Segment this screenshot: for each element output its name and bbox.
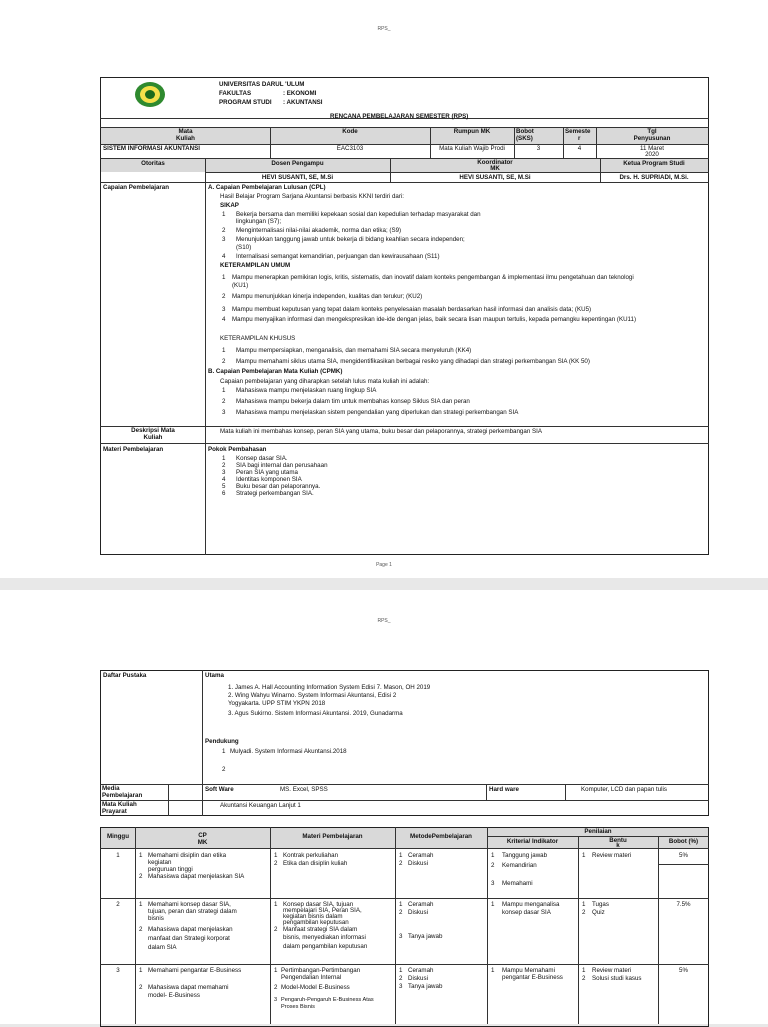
row3-metode: Ceramah bbox=[408, 967, 434, 974]
pokok-4-num: 4 bbox=[222, 476, 226, 483]
row3-kriteria-1-num: 1 bbox=[491, 967, 495, 974]
mk-date: 11 Maret bbox=[640, 145, 664, 152]
row1-metode: Ceramah bbox=[408, 852, 434, 859]
row1-kriteria-3-num: 3 bbox=[491, 880, 495, 887]
sikap-3: Menunjukkan tanggung jawab untuk bekerja di bidang keahlian secara independen; bbox=[236, 236, 465, 243]
ku-2: Mampu menunjukkan kinerja independen, kualitas dan terukur; (KU2) bbox=[232, 293, 423, 300]
mk-bobot: 3 bbox=[536, 145, 541, 152]
mk-semester: 4 bbox=[577, 145, 582, 152]
kk-heading: KETERAMPILAN KHUSUS bbox=[220, 335, 296, 342]
th-bobot: Bobot (%) bbox=[668, 838, 699, 845]
page-footer: Page 1 bbox=[376, 562, 392, 568]
sikap-4-num: 4 bbox=[222, 253, 226, 260]
pokok-4: Identitas komponen SIA bbox=[236, 476, 302, 483]
prodi-label: PROGRAM STUDI bbox=[219, 99, 272, 106]
row3-materi-3: Model-Model E-Business bbox=[281, 984, 350, 991]
row2-bentuk-2: Quiz bbox=[592, 909, 605, 916]
row2-materi-4: pengambilan keputusan bbox=[283, 919, 349, 926]
media-label: Media bbox=[102, 785, 120, 792]
row2-materi-3: kegiatan bisnis dalam bbox=[283, 913, 343, 920]
cpmk-intro: Capaian pembelajaran yang diharapkan setelah lulus mata kuliah ini adalah: bbox=[220, 378, 430, 385]
row1-cp-4-num: 2 bbox=[139, 873, 143, 880]
row1-metode-1-num: 1 bbox=[399, 852, 403, 859]
page-header: RPS_ bbox=[377, 618, 391, 624]
cpmk-2-num: 2 bbox=[222, 398, 226, 405]
row2-kriteria-2: konsep dasar SIA bbox=[502, 909, 551, 916]
ketua-label: Ketua Program Studi bbox=[623, 160, 685, 167]
pokok-3: Peran SIA yang utama bbox=[236, 469, 298, 476]
col-bobot-2: (SKS) bbox=[516, 135, 533, 142]
row3-materi-5: Proses Bisnis bbox=[281, 1004, 315, 1010]
row3-materi-3-num: 2 bbox=[274, 984, 278, 991]
page-2 bbox=[0, 590, 768, 1024]
row2-materi: Konsep dasar SIA, tujuan bbox=[283, 901, 354, 908]
row1-kriteria-2: Kemandirian bbox=[502, 862, 537, 869]
row2-cp-3: bisnis bbox=[148, 915, 164, 922]
col-tgl-2: Penyusunan bbox=[633, 135, 671, 142]
col-semester: Semeste bbox=[565, 128, 591, 135]
row1-materi-2: Etika dan disiplin kuliah bbox=[283, 860, 348, 867]
row2-cp-4-num: 2 bbox=[139, 926, 143, 933]
row1-metode-2: Diskusi bbox=[408, 860, 428, 867]
cpmk-3: Mahasiswa mampu menjelaskan sistem pengendalian yang diperlukan dan strategi perkembangan SIA bbox=[236, 409, 519, 416]
desk-value: Mata kuliah ini membahas konsep, peran SIA yang utama, buku besar dan pelaporannya, strategi perkembangan SIA bbox=[220, 428, 542, 435]
row1-cp-1-num: 1 bbox=[139, 852, 143, 859]
row2-kriteria-1-num: 1 bbox=[491, 901, 495, 908]
row2-materi-5-num: 2 bbox=[274, 926, 278, 933]
row2-materi-5: Manfaat strategi SIA dalam bbox=[283, 926, 358, 933]
pendukung-1: Mulyadi. System Informasi Akuntansi.2018 bbox=[230, 748, 347, 755]
ku-4: Mampu menyajikan informasi dan mengekspresikan ide-ide dengan jelas, baik secara lisan maupun tertulis, kepada pemangku kepentingan (KU11) bbox=[232, 316, 637, 323]
row2-cp-2: tujuan, peran dan strategi dalam bbox=[148, 908, 237, 915]
row1-kriteria-1-num: 1 bbox=[491, 852, 495, 859]
row1-bentuk: Review materi bbox=[592, 852, 632, 859]
row2-week: 2 bbox=[116, 901, 120, 908]
row1-cp: Memahami disiplin dan etika bbox=[148, 852, 227, 859]
row1-cp-4: Mahasiswa dapat menjelaskan SIA bbox=[148, 873, 245, 880]
pendukung-heading: Pendukung bbox=[205, 738, 239, 745]
row2-metode-1-num: 1 bbox=[399, 901, 403, 908]
ku-4-num: 4 bbox=[222, 316, 226, 323]
software-label: Soft Ware bbox=[205, 786, 234, 793]
university-logo bbox=[134, 81, 166, 108]
pokok-1-num: 1 bbox=[222, 455, 226, 462]
kk-2: Mampu memahami siklus utama SIA, mengidentifikasikan berbagai resiko yang dihadapi dan strategi perkembangan SIA (KK 50) bbox=[236, 358, 590, 365]
row3-bentuk-2: Solusi studi kasus bbox=[592, 975, 642, 982]
row2-metode-3: Tanya jawab bbox=[408, 933, 443, 940]
col-semester-2: r bbox=[578, 135, 581, 142]
sikap-1: Bekerja bersama dan memiliki kepekaan sosial dan kepedulian terhadap masyarakat dan bbox=[236, 211, 481, 218]
software-value: MS. Excel, SPSS bbox=[280, 786, 328, 793]
dosen-label: Dosen Pengampu bbox=[271, 160, 324, 167]
row3-materi-4: Pengaruh-Pengaruh E-Business Atas bbox=[281, 997, 374, 1003]
pustaka-table bbox=[100, 670, 709, 816]
row3-cp-2: Mahasiswa dapat memahami bbox=[148, 984, 229, 991]
col-tgl: Tgl bbox=[647, 128, 657, 135]
page-header: RPS_ bbox=[377, 26, 391, 32]
th-kriteria: Kriteria/ Indikator bbox=[506, 838, 559, 845]
th-bentuk: Bentu bbox=[609, 837, 627, 844]
sikap-1-num: 1 bbox=[222, 211, 226, 218]
ku-3-num: 3 bbox=[222, 306, 226, 313]
col-mk: Mata bbox=[178, 128, 193, 135]
row2-metode-2: Diskusi bbox=[408, 909, 428, 916]
kk-1: Mampu mempersiapkan, menganalisis, dan memahami SIA secara menyeluruh (KK4) bbox=[236, 347, 472, 354]
utama-2: 2. Wing Wahyu Winarno. System Informasi Akuntansi, Edisi 2 bbox=[228, 692, 397, 699]
row1-kriteria-2-num: 2 bbox=[491, 862, 495, 869]
row3-metode-3: Tanya jawab bbox=[408, 983, 443, 990]
cpmk-heading: B. Capaian Pembelajaran Mata Kuliah (CPMK) bbox=[208, 368, 343, 375]
cpmk-3-num: 3 bbox=[222, 409, 226, 416]
ku-3: Mampu membuat keputusan yang tepat dalam konteks penyelesaian masalah berdasarkan hasil informasi dan analisis data; (KU5) bbox=[232, 306, 592, 313]
row3-materi-4-num: 3 bbox=[274, 997, 278, 1003]
row2-cp-1-num: 1 bbox=[139, 901, 143, 908]
pustaka-label: Daftar Pustaka bbox=[103, 672, 147, 679]
row3-bentuk-2-num: 2 bbox=[582, 975, 586, 982]
row3-cp-2-num: 2 bbox=[139, 984, 143, 991]
pokok-1: Konsep dasar SIA. bbox=[236, 455, 288, 462]
mk-date-2: 2020 bbox=[645, 151, 659, 158]
row1-kriteria-3: Memahami bbox=[502, 880, 533, 887]
ku-2-num: 2 bbox=[222, 293, 226, 300]
cp-label: Capaian Pembelajaran bbox=[103, 184, 170, 191]
row2-metode: Ceramah bbox=[408, 901, 434, 908]
pokok-3-num: 3 bbox=[222, 469, 226, 476]
utama-1: 1. James A. Hall Accounting Information System Edisi 7. Mason, OH 2019 bbox=[228, 684, 431, 691]
row2-kriteria: Mampu menganalisa bbox=[502, 901, 560, 908]
ku-1: Mampu menerapkan pemikiran logis, kritis, sistematis, dan inovatif dalam konteks pengembangan & implementasi ilmu pengetahuan dan teknologi bbox=[232, 274, 634, 281]
row1-cp-2: kegiatan bbox=[148, 859, 172, 866]
th-cp-2: MK bbox=[197, 839, 208, 846]
koordinator-value: HEVI SUSANTI, SE, M.Si bbox=[459, 174, 531, 181]
pendukung-1-num: 1 bbox=[222, 748, 226, 755]
row3-metode-2: Diskusi bbox=[408, 975, 428, 982]
row1-materi-2-num: 2 bbox=[274, 860, 278, 867]
rps-title: RENCANA PEMBELAJARAN SEMESTER (RPS) bbox=[330, 113, 469, 120]
mk-code: EAC3103 bbox=[336, 145, 364, 152]
mk-rumpun: Mata Kuliah Wajib Prodi bbox=[439, 145, 505, 152]
pokok-2: SIA bagi internal dan perusahaan bbox=[236, 462, 328, 469]
media-label-2: Pembelajaran bbox=[102, 792, 143, 799]
col-bobot: Bobot bbox=[516, 128, 534, 135]
row3-materi-2: Pengendalian Internal bbox=[281, 974, 342, 981]
row2-bentuk-2-num: 2 bbox=[582, 909, 586, 916]
cpmk-1: Mahasiswa mampu menjelaskan ruang lingkup SIA bbox=[236, 387, 377, 394]
row2-materi-2: mempelajari SIA, Peran SIA, bbox=[283, 907, 362, 914]
kk-2-num: 2 bbox=[222, 358, 226, 365]
row2-bentuk: Tugas bbox=[592, 901, 609, 908]
cpmk-1-num: 1 bbox=[222, 387, 226, 394]
cpl-heading: A. Capaian Pembelajaran Lulusan (CPL) bbox=[208, 184, 326, 191]
pokok-5: Buku besar dan pelaporannya. bbox=[236, 483, 321, 490]
desk-label: Deskripsi Mata bbox=[131, 427, 175, 434]
faculty-label: FAKULTAS bbox=[219, 90, 252, 97]
row1-materi-1-num: 1 bbox=[274, 852, 278, 859]
utama-heading: Utama bbox=[205, 672, 224, 679]
faculty-value: : EKONOMI bbox=[283, 90, 317, 97]
sikap-2: Menginternalisasi nilai-nilai akademik, norma dan etika; (S9) bbox=[236, 227, 402, 234]
row3-bentuk: Review materi bbox=[592, 967, 632, 974]
row2-cp: Memahami konsep dasar SIA, bbox=[148, 901, 231, 908]
desk-label-2: Kuliah bbox=[143, 434, 163, 441]
row2-cp-5: manfaat dan Strategi korporat bbox=[148, 935, 230, 942]
prasyarat-value: Akuntansi Keuangan Lanjut 1 bbox=[220, 802, 301, 809]
sikap-heading: SIKAP bbox=[220, 202, 239, 209]
pokok-2-num: 2 bbox=[222, 462, 226, 469]
sikap-2-num: 2 bbox=[222, 227, 226, 234]
row3-cp-1-num: 1 bbox=[139, 967, 143, 974]
row3-kriteria: Mampu Memahami bbox=[502, 967, 555, 974]
hardware-label: Hard ware bbox=[489, 786, 519, 793]
row2-cp-4: Mahasiswa dapat menjelaskan bbox=[148, 926, 233, 933]
th-bentuk-2: k bbox=[616, 842, 620, 849]
row3-kriteria-2: pengantar E-Business bbox=[502, 974, 563, 981]
cpmk-2: Mahasiswa mampu bekerja dalam tim untuk membahas konsep Siklus SIA dan peran bbox=[236, 398, 470, 405]
mk-name: SISTEM INFORMASI AKUNTANSI bbox=[103, 145, 200, 152]
row2-materi-6: bisnis, menyediakan informasi bbox=[283, 934, 366, 941]
sikap-3-cont: (S10) bbox=[236, 244, 252, 251]
row2-metode-3-num: 3 bbox=[399, 933, 403, 940]
ku-heading: KETERAMPILAN UMUM bbox=[220, 262, 291, 269]
utama-2-cont: Yogyakarta. UPP STIM YKPN 2018 bbox=[228, 700, 326, 707]
row3-metode-2-num: 2 bbox=[399, 975, 403, 982]
th-metode: MetodePembelajaran bbox=[410, 833, 472, 840]
row2-materi-1-num: 1 bbox=[274, 901, 278, 908]
hardware-value: Komputer, LCD dan papan tulis bbox=[581, 786, 667, 793]
row1-bobot: 5% bbox=[679, 852, 688, 859]
pokok-6: Strategi perkembangan SIA. bbox=[236, 490, 314, 497]
th-minggu: Minggu bbox=[107, 833, 129, 840]
materi-label: Materi Pembelajaran bbox=[103, 446, 164, 453]
th-penilaian: Penilaian bbox=[584, 828, 612, 835]
col-kode: Kode bbox=[342, 128, 358, 135]
row1-week: 1 bbox=[116, 852, 120, 859]
sikap-4: Internalisasi semangat kemandirian, perjuangan dan kewirausahaan (S11) bbox=[236, 253, 440, 260]
prodi-value: : AKUNTANSI bbox=[283, 99, 323, 106]
sikap-1-cont: lingkungan (S7); bbox=[236, 218, 282, 225]
row2-cp-6: dalam SIA bbox=[148, 944, 177, 951]
row1-cp-3: perguruan tinggi bbox=[148, 866, 193, 873]
pokok-5-num: 5 bbox=[222, 483, 226, 490]
otoritas-label: Otoritas bbox=[141, 160, 165, 167]
prasyarat-label: Mata Kuliah bbox=[102, 801, 137, 808]
row1-metode-2-num: 2 bbox=[399, 860, 403, 867]
koordinator-label-2: MK bbox=[490, 165, 500, 172]
row3-cp-3: model- E-Business bbox=[148, 992, 200, 999]
ketua-value: Drs. H. SUPRIADI, M.Si. bbox=[619, 174, 689, 181]
sikap-3-num: 3 bbox=[222, 236, 226, 243]
row3-materi-1-num: 1 bbox=[274, 967, 278, 974]
university-name: UNIVERSITAS DARUL 'ULUM bbox=[219, 81, 305, 88]
prasyarat-label-2: Prayarat bbox=[102, 808, 127, 815]
pokok-heading: Pokok Pembahasan bbox=[208, 446, 267, 453]
th-materi: Materi Pembelajaran bbox=[302, 833, 363, 840]
ku-1-num: 1 bbox=[222, 274, 226, 281]
row3-materi: Pertimbangan-Pertimbangan bbox=[281, 967, 361, 974]
utama-3: 3. Agus Sukirno. Sistem Informasi Akuntansi. 2019, Gunadarma bbox=[228, 710, 403, 717]
row1-kriteria: Tanggung jawab bbox=[502, 852, 548, 859]
row2-materi-7: dalam pengambilan keputusan bbox=[283, 943, 368, 950]
row2-bobot: 7.5% bbox=[676, 901, 691, 908]
pendukung-2: 2 bbox=[222, 766, 226, 773]
cpl-intro: Hasil Belajar Program Sarjana Akuntansi berbasis KKNI terdiri dari: bbox=[220, 193, 404, 200]
row3-bentuk-1-num: 1 bbox=[582, 967, 586, 974]
koordinator-label: Koordinator bbox=[477, 159, 513, 166]
row1-materi: Kontrak perkuliahan bbox=[283, 852, 339, 859]
row3-week: 3 bbox=[116, 967, 120, 974]
dosen-value: HEVI SUSANTI, SE, M.Si bbox=[261, 174, 334, 181]
col-mk-2: Kuliah bbox=[176, 135, 195, 142]
row2-metode-2-num: 2 bbox=[399, 909, 403, 916]
th-cp: CP bbox=[198, 832, 207, 839]
row3-metode-3-num: 3 bbox=[399, 983, 403, 990]
ku-1-cont: (KU1) bbox=[232, 282, 249, 289]
col-rumpun: Rumpun MK bbox=[453, 128, 491, 135]
row1-bentuk-1-num: 1 bbox=[582, 852, 586, 859]
kk-1-num: 1 bbox=[222, 347, 226, 354]
row3-metode-1-num: 1 bbox=[399, 967, 403, 974]
pokok-6-num: 6 bbox=[222, 490, 226, 497]
row3-cp: Memahami pengantar E-Business bbox=[148, 967, 242, 974]
row2-bentuk-1-num: 1 bbox=[582, 901, 586, 908]
row3-bobot: 5% bbox=[679, 967, 688, 974]
